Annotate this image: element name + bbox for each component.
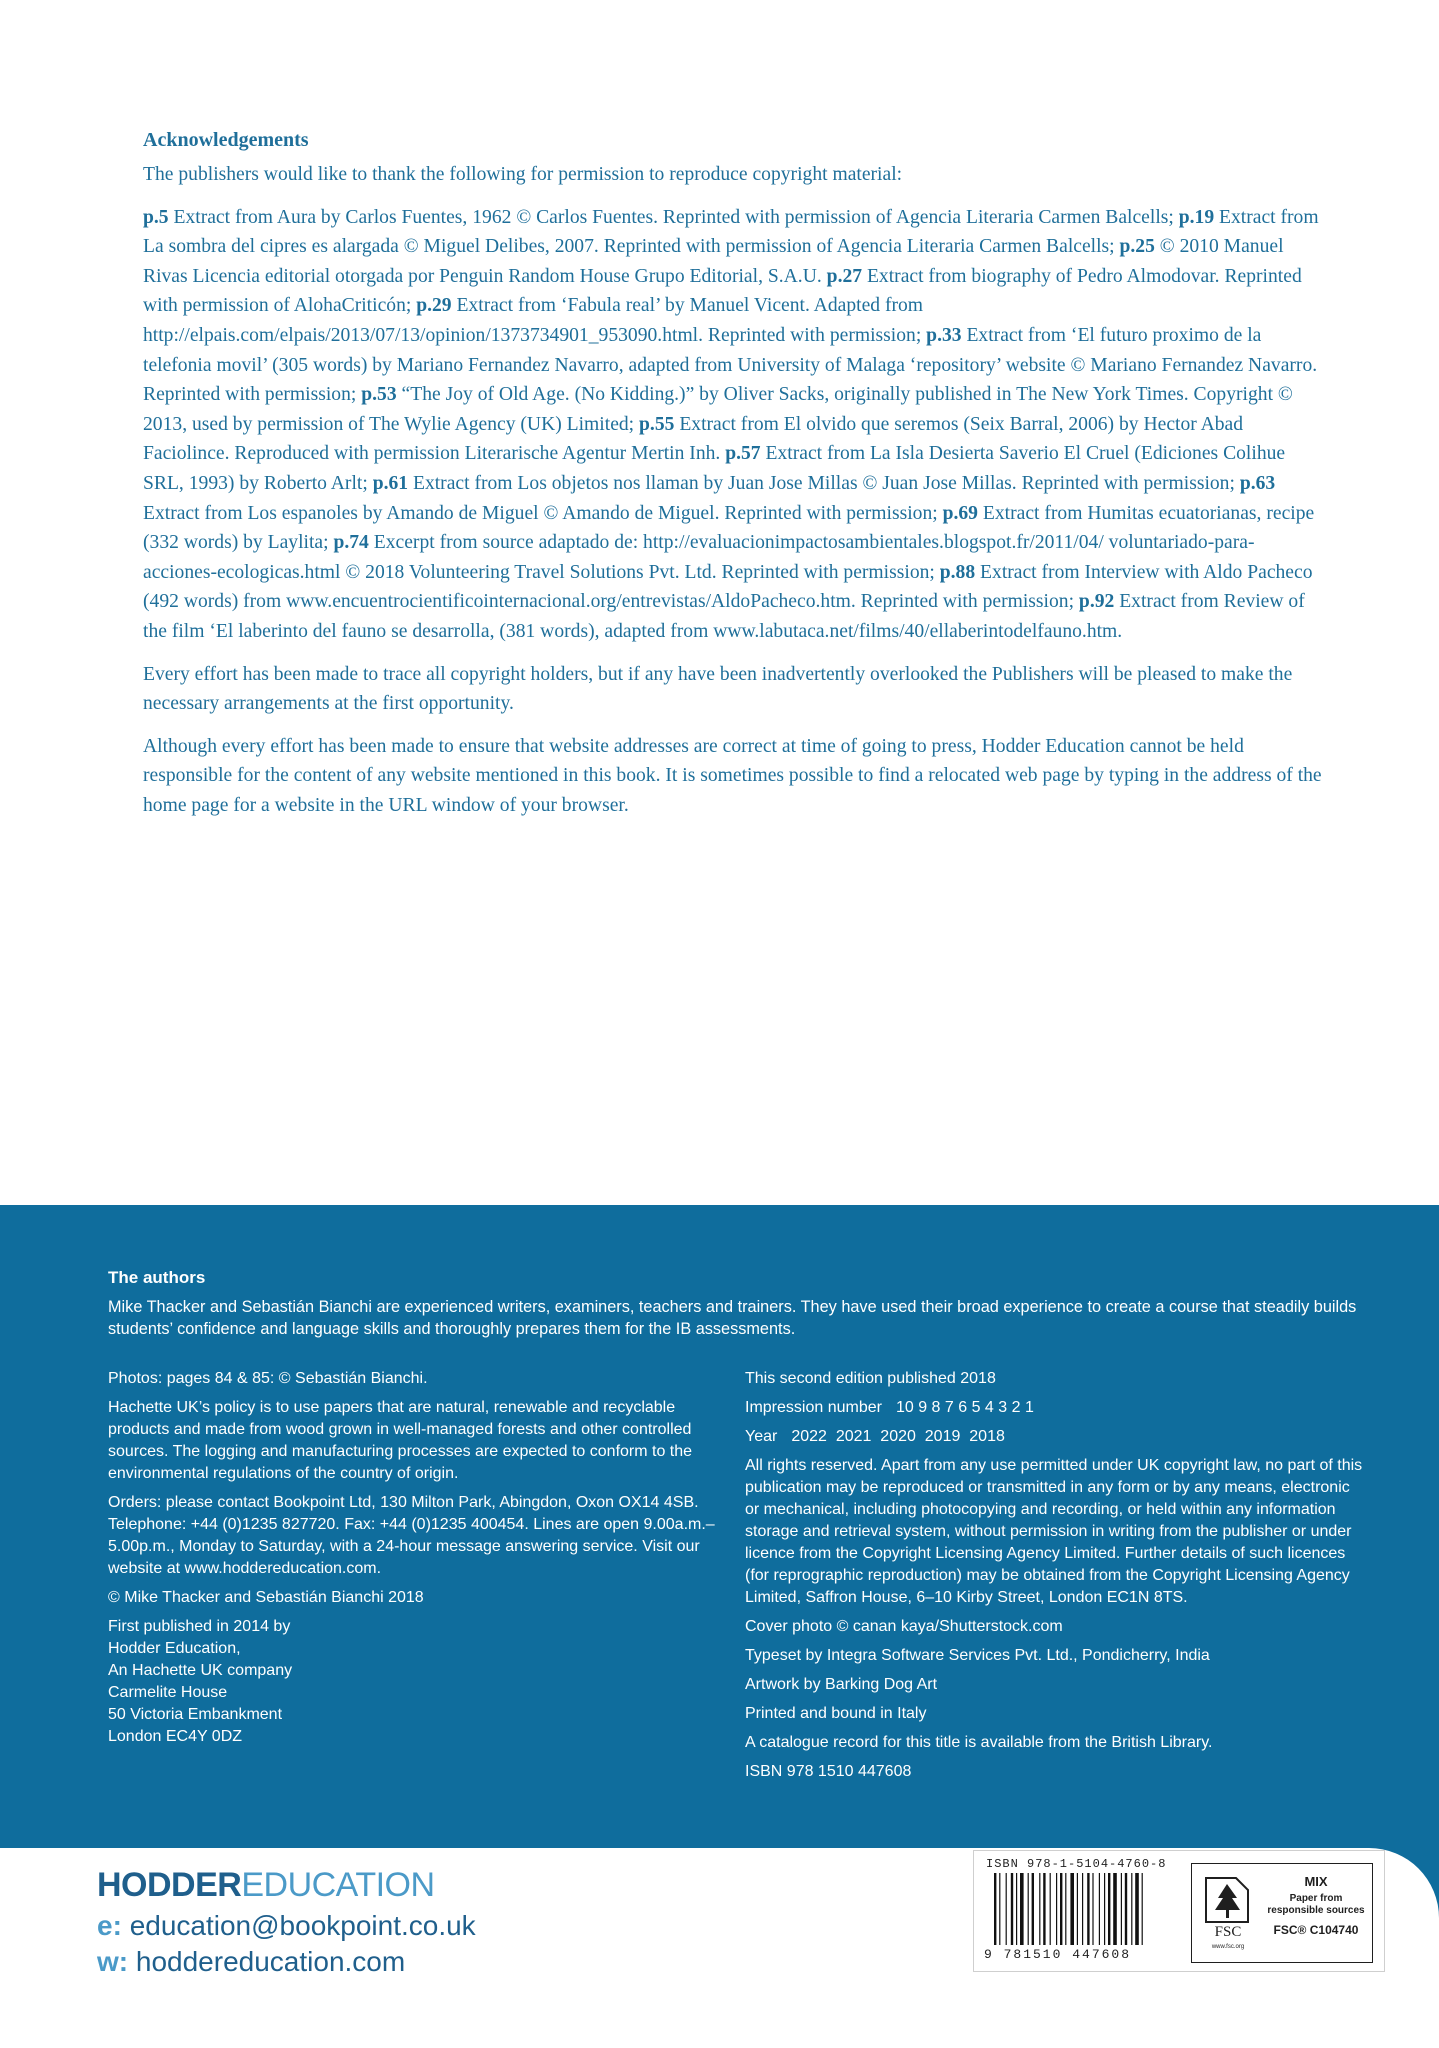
barcode-bar — [1043, 1873, 1045, 1945]
isbn-line: ISBN 978 1510 447608 — [745, 1763, 912, 1780]
edition-line: This second edition published 2018 — [745, 1370, 996, 1387]
barcode-bar — [1082, 1873, 1083, 1945]
barcode-bar — [1135, 1873, 1139, 1945]
barcode-bar — [1028, 1873, 1029, 1945]
credit-text: Extract from La sombra del cipres es alargada © Miguel Delibes, 2007. Reprinted with permission of Agencia Literaria Carmen Balcells; — [143, 206, 1319, 258]
barcode-bar — [1006, 1873, 1007, 1945]
barcode-bar — [1131, 1873, 1132, 1945]
credit-page-ref: p.53 — [361, 384, 397, 406]
barcode-bar — [1011, 1873, 1013, 1945]
credit-page-ref: p.33 — [926, 324, 962, 346]
address-line: London EC4Y 0DZ — [108, 1728, 243, 1745]
credit-text: Extract from El olvido que seremos (Seix Barral, 2006) by Hector Abad Faciolince. Reproduced with permission Literarische Agentur Mertin Inh. — [143, 413, 1244, 465]
credit-text: Extract from ‘El futuro proximo de la telefonia movil’ (305 words) by Mariano Fernandez Navarro, adapted from University of Malaga ‘repository’ website © Mariano Fernandez Navarro. Reprinted with permission; — [143, 324, 1318, 406]
barcode-bar — [1020, 1873, 1024, 1945]
left-info-column — [108, 1368, 728, 1748]
address-line: An Hachette UK company — [108, 1662, 293, 1679]
fsc-mix: MIX — [1304, 1874, 1328, 1889]
barcode-bar — [1060, 1873, 1062, 1945]
photos-credit: Photos: pages 84 & 85: © Sebastián Bianchi. — [108, 1370, 428, 1387]
web-link[interactable]: hoddereducation.com — [135, 1946, 406, 1977]
credit-page-ref: p.63 — [1239, 472, 1276, 494]
barcode-bar — [1050, 1873, 1051, 1945]
fsc-logo-text: FSC — [1214, 1924, 1242, 1940]
copyright-line: © Mike Thacker and Sebastián Bianchi 2018 — [108, 1589, 424, 1606]
barcode-bar — [1056, 1873, 1057, 1945]
isbn-top-text: ISBN 978-1-5104-4760-8 — [986, 1857, 1167, 1871]
orders-info: Orders: please contact Bookpoint Ltd, 130 Milton Park, Abingdon, Oxon OX14 4SB. Telephone: +44 (0)1235 827720. Fax: +44 (0)1235 400454. Lines are open 9.00a.m.–5.00p.m., Monday to Saturday, with a 24-hour message answering service. Visit our website at www.hoddereducation.com. — [108, 1494, 715, 1577]
barcode-bar — [1125, 1873, 1127, 1945]
email-link[interactable]: education@bookpoint.co.uk — [129, 1910, 476, 1941]
credit-page-ref: p.61 — [372, 472, 409, 494]
fsc-site-text: www.fsc.org — [1211, 1944, 1245, 1950]
barcode-bar — [1070, 1873, 1074, 1945]
credit-text: Extract from Humitas ecuatorianas, recipe (332 words) by Laylita; — [143, 502, 1315, 554]
rights-notice: All rights reserved. Apart from any use permitted under UK copyright law, no part of this publication may be reproduced or transmitted in any form or by any means, electronic or mechanical, including photocopying and recording, or held within any information storage and retrieval system, without permission in writing from the publisher or under licence from the Copyright Licensing Agency Limited. Further details of such licences (for reprographic reproduction) may be obtained from the Copyright Licensing Agency Limited, Saffron House, 6–10 Kirby Street, London EC1N 8TS. — [745, 1457, 1363, 1606]
acknowledgements-section — [143, 126, 1323, 833]
web-contact — [97, 1946, 405, 1978]
credit-text: Extract from Interview with Aldo Pacheco (492 words) from www.encuentrocientificointernacional.org/entrevistas/AldoPacheco.htm. Reprinted with permission; — [143, 561, 1313, 613]
barcode-bar — [1108, 1873, 1110, 1945]
barcode-image — [994, 1873, 1166, 1945]
fsc-code: FSC® C104740 — [1273, 1923, 1359, 1937]
authors-text: Mike Thacker and Sebastián Bianchi are experienced writers, examiners, teachers and trainers. They have used their broad experience to create a course that steadily builds students’ confidence and language skills and thoroughly prepares them for the IB assessments. — [108, 1298, 1357, 1338]
credit-page-ref: p.19 — [1178, 206, 1215, 228]
credit-text: Extract from ‘Fabula real’ by Manuel Vicent. Adapted from http://elpais.com/elpais/2013/07/13/opinion/1373734901_953090.html. Reprinted with permission; — [143, 295, 927, 346]
barcode-bar — [1087, 1873, 1089, 1945]
address-line: First published in 2014 by — [108, 1618, 291, 1635]
email-contact — [97, 1910, 476, 1942]
credit-page-ref: p.5 — [143, 206, 169, 228]
logo-word-education: EDUCATION — [241, 1866, 435, 1904]
credit-text: Excerpt from source adaptado de: http://evaluacionimpactosambientales.blogspot.fr/2011/04/ voluntariado-para-acciones-ecologicas.html © 2018 Volunteering Travel Solutions Pvt. Ltd. Reprinted with permission; — [143, 532, 1255, 583]
credit-page-ref: p.88 — [939, 561, 976, 583]
barcode-bar — [1121, 1873, 1122, 1945]
credit-page-ref: p.69 — [942, 502, 978, 524]
barcode-bar — [1099, 1873, 1100, 1945]
address-line: Carmelite House — [108, 1684, 228, 1701]
address-line: Hodder Education, — [108, 1640, 241, 1657]
year-values: 2022 2021 2020 2019 2018 — [791, 1428, 1005, 1445]
impression-label: Impression number — [745, 1399, 882, 1416]
barcode-digits: 9 781510 447608 — [984, 1947, 1132, 1962]
credits-paragraph — [143, 203, 1323, 647]
email-label: e: — [97, 1910, 122, 1941]
catalogue-line: A catalogue record for this title is available from the British Library. — [745, 1734, 1213, 1751]
acknowledgements-title: Acknowledgements — [143, 129, 309, 151]
web-label: w: — [97, 1946, 129, 1977]
isbn-barcode-box — [973, 1850, 1385, 1972]
credit-text: Extract from Los espanoles by Amando de Miguel © Amando de Miguel. Reprinted with permission; — [143, 502, 943, 524]
credit-text: “The Joy of Old Age. (No Kidding.)” by Oliver Sacks, originally published in The New York Times. Copyright © 2013, used by permission of The Wylie Agency (UK) Limited; — [143, 384, 1293, 435]
barcode-bar — [1104, 1873, 1105, 1945]
artwork-credit: Artwork by Barking Dog Art — [745, 1676, 938, 1693]
typeset-credit: Typeset by Integra Software Services Pvt. Ltd., Pondicherry, India — [745, 1647, 1210, 1664]
barcode-bar — [1032, 1873, 1034, 1945]
credit-page-ref: p.25 — [1119, 236, 1155, 258]
barcode-bar — [1142, 1873, 1143, 1945]
fsc-tree-icon — [1198, 1870, 1258, 1954]
authors-title: The authors — [108, 1268, 206, 1287]
credit-page-ref: p.29 — [416, 295, 452, 317]
credit-text: Extract from Los objetos nos llaman by Juan Jose Millas © Juan Jose Millas. Reprinted with permission; — [408, 472, 1240, 494]
credit-text: Extract from Aura by Carlos Fuentes, 1962 © Carlos Fuentes. Reprinted with permission of Agencia Literaria Carmen Balcells; — [168, 206, 1179, 228]
barcode-bar — [1065, 1873, 1066, 1945]
acknowledgements-intro: The publishers would like to thank the following for permission to reproduce copyright material: — [143, 164, 903, 185]
impression-numbers: 10 9 8 7 6 5 4 3 2 1 — [895, 1399, 1034, 1416]
barcode-bar — [1113, 1873, 1117, 1945]
credit-page-ref: p.57 — [725, 443, 761, 465]
logo-word-hodder: HODDER — [97, 1866, 242, 1904]
barcode-bar — [1016, 1873, 1017, 1945]
paper-policy: Hachette UK’s policy is to use papers that are natural, renewable and recyclable products and made from wood grown in well-managed forests and other controlled sources. The logging and manufacturing processes are expected to conform to the environmental regulations of the country of origin. — [108, 1399, 693, 1482]
barcode-bar — [994, 1873, 996, 1945]
credit-page-ref: p.74 — [333, 532, 369, 554]
barcode-bar — [999, 1873, 1000, 1945]
barcode-bar — [1077, 1873, 1078, 1945]
fsc-label — [1191, 1863, 1373, 1963]
credit-text: Extract from biography of Pedro Almodovar. Reprinted with permission of AlohaCriticón; — [143, 265, 1302, 317]
address-line: 50 Victoria Embankment — [108, 1706, 283, 1723]
impression-line — [745, 1397, 1365, 1419]
effort-paragraph: Every effort has been made to trace all copyright holders, but if any have been inadvertently overlooked the Publishers will be pleased to make the necessary arrangements at the first opportunity. — [143, 663, 1293, 715]
website-paragraph: Although every effort has been made to ensure that website addresses are correct at time of going to press, Hodder Education cannot be held responsible for the content of any website mentioned in this book. It is sometimes possible to find a relocated web page by typing in the address of the home page for a website in the URL window of your browser. — [143, 735, 1322, 816]
barcode-bar — [1092, 1873, 1093, 1945]
credit-page-ref: p.27 — [826, 265, 863, 287]
credit-text: © 2010 Manuel Rivas Licencia editorial otorgada por Penguin Random House Grupo Editorial, S.A.U. — [143, 236, 1284, 287]
printed-line: Printed and bound in Italy — [745, 1705, 927, 1722]
fsc-paper: Paper from responsible sources — [1267, 1893, 1365, 1916]
year-line — [745, 1426, 1365, 1448]
right-info-column — [745, 1368, 1365, 1790]
credit-page-ref: p.55 — [639, 413, 675, 435]
cover-photo-credit: Cover photo © canan kaya/Shutterstock.com — [745, 1618, 1063, 1635]
credit-page-ref: p.92 — [1078, 591, 1115, 613]
hodder-education-logo — [97, 1866, 435, 1905]
credit-text: Extract from Review of the film ‘El laberinto del fauno se desarrolla, (381 words), adapted from www.labutaca.net/films/40/ellaberintodelfauno.htm. — [143, 591, 1305, 642]
first-published-block — [108, 1616, 728, 1748]
year-label: Year — [745, 1428, 778, 1445]
credit-text: Extract from La Isla Desierta Saverio El Cruel (Ediciones Colihue SRL, 1993) by Roberto Arlt; — [143, 443, 1286, 494]
barcode-bar — [1039, 1873, 1040, 1945]
